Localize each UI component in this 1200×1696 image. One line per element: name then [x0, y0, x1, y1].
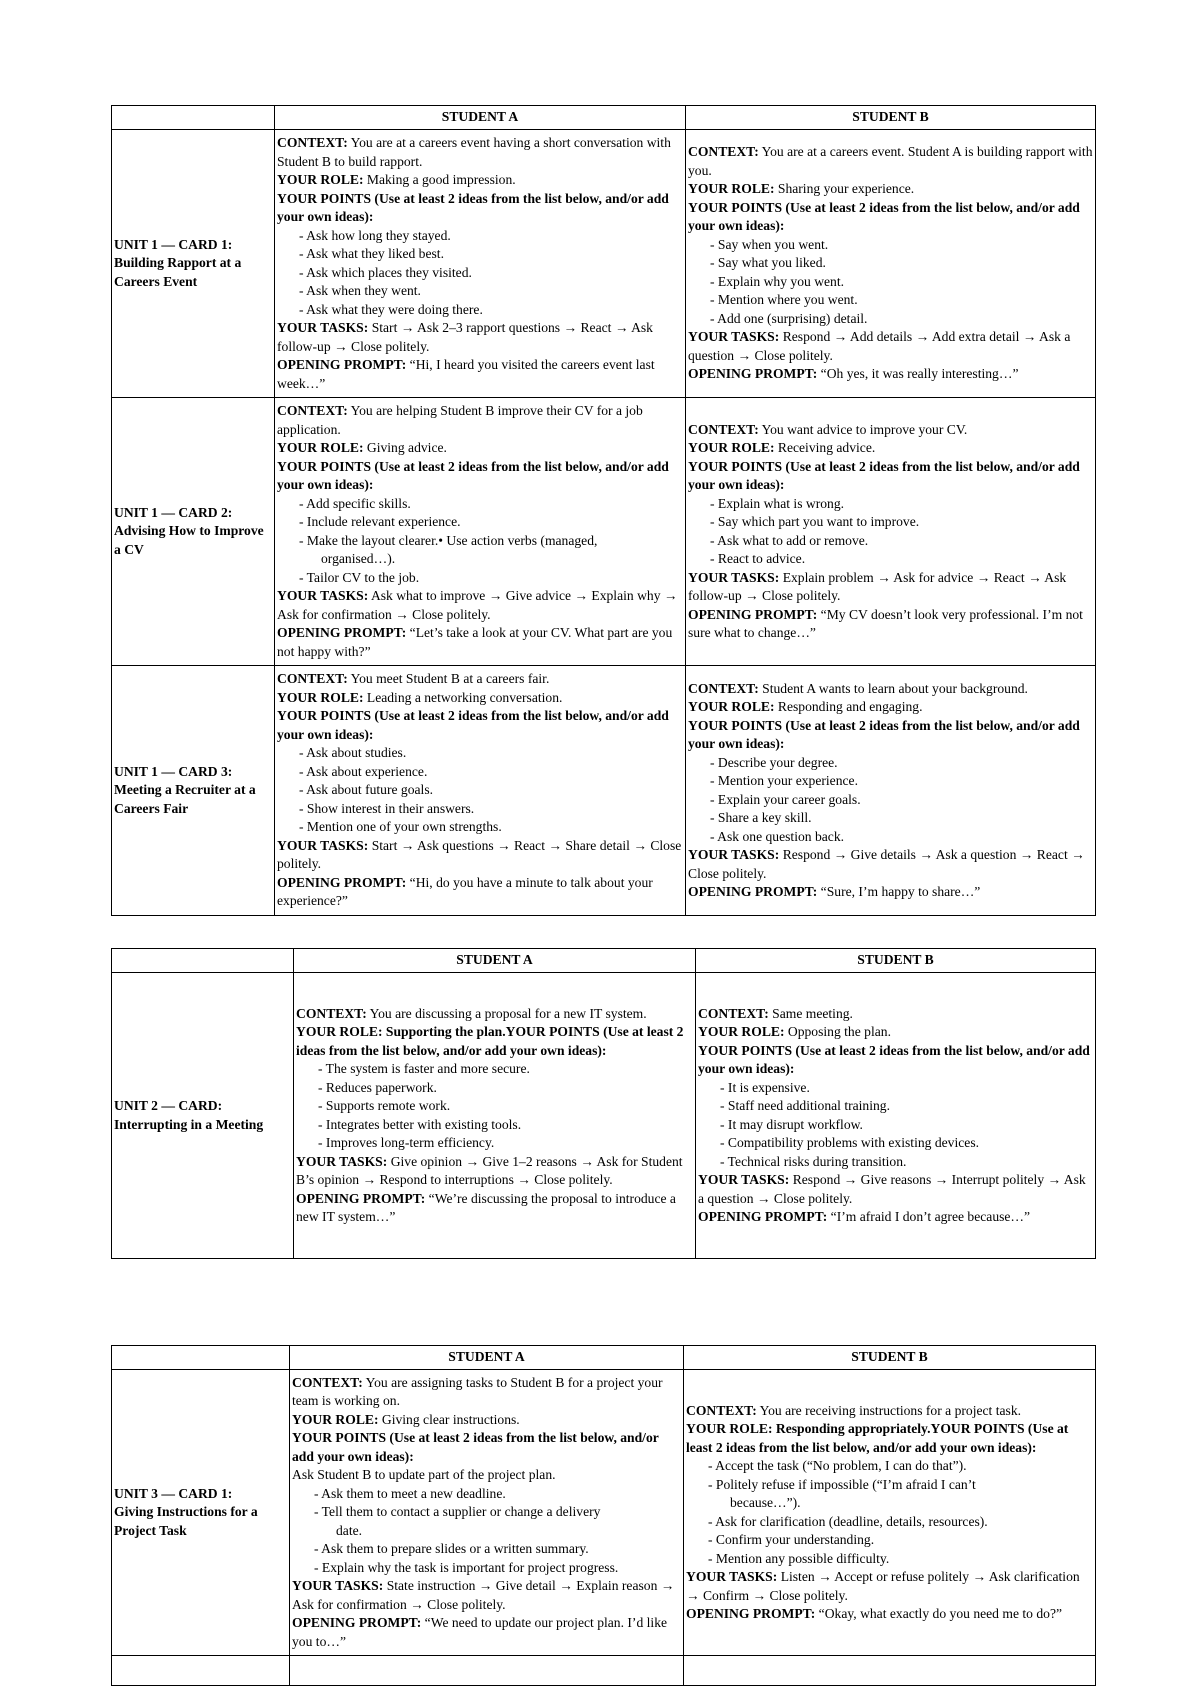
- student-a-cell: [275, 398, 686, 666]
- context-line: CONTEXT: Same meeting.: [698, 1005, 853, 1021]
- context-line: CONTEXT: You are helping Student B improve their CV for a job application.: [277, 403, 643, 437]
- list-item: - Mention one of your own strengths.: [299, 819, 502, 835]
- list-item: - Ask what to add or remove.: [710, 532, 869, 548]
- student-a-cell: [294, 973, 696, 1259]
- points-label: YOUR POINTS (Use at least 2 ideas from the list below, and/or add your own ideas):: [688, 199, 1080, 234]
- unit1-table: [111, 105, 1096, 916]
- card-title-rest: Interrupting in a Meeting: [114, 1116, 264, 1132]
- header-empty: [112, 1346, 290, 1370]
- list-item: - Add one (surprising) detail.: [710, 310, 868, 326]
- header-student-a: STUDENT A: [275, 106, 686, 130]
- role-line: YOUR ROLE: Responding and engaging.: [688, 699, 923, 714]
- role-line: YOUR ROLE: Receiving advice.: [688, 440, 876, 455]
- card-row: [112, 130, 1096, 398]
- list-item: - Ask them to meet a new deadline.: [314, 1485, 506, 1501]
- card-title: [112, 666, 275, 916]
- list-item: - Make the layout clearer.• Use action verbs (managed,: [299, 532, 598, 548]
- list-item: - Ask what they were doing there.: [299, 301, 483, 317]
- card-row: [112, 1370, 1096, 1656]
- list-item: - Accept the task (“No problem, I can do that”).: [708, 1458, 967, 1473]
- tasks-line: YOUR TASKS: Give opinion → Give 1–2 reasons → Ask for Student B’s opinion → Respond to interruptions → Close politely.: [296, 1153, 683, 1187]
- context-line: CONTEXT: You meet Student B at a careers fair.: [277, 671, 550, 687]
- tasks-line: YOUR TASKS: Ask what to improve → Give advice → Explain why → Ask for confirmation → Close politely.: [277, 588, 678, 622]
- list-item: - Politely refuse if impossible (“I’m afraid I can’t: [708, 1476, 976, 1492]
- list-item: - Reduces paperwork.: [318, 1079, 437, 1095]
- tasks-line: YOUR TASKS: Explain problem → Ask for advice → React → Ask follow-up → Close politely.: [688, 569, 1067, 603]
- prompt-line: OPENING PROMPT: “Sure, I’m happy to share…”: [688, 884, 981, 899]
- card-title: [112, 973, 294, 1259]
- header-student-a: STUDENT A: [290, 1346, 684, 1370]
- card-row: [112, 973, 1096, 1259]
- card-title-rest: Giving Instructions for a Project Task: [114, 1504, 258, 1538]
- card-title-rest: Building Rapport at a Careers Event: [114, 255, 242, 289]
- header-row: [112, 106, 1096, 130]
- card-title-line1: UNIT 1 — CARD 3:: [114, 763, 233, 779]
- header-empty: [112, 949, 294, 973]
- student-b-cell: [686, 666, 1096, 916]
- tasks-line: YOUR TASKS: Start → Ask questions → React → Share detail → Close politely.: [277, 837, 682, 872]
- header-empty: [112, 106, 275, 130]
- points-label: YOUR POINTS (Use at least 2 ideas from the list below, and/or add your own ideas):: [277, 458, 669, 492]
- list-item: - Ask about experience.: [299, 763, 428, 779]
- prompt-line: OPENING PROMPT: “We’re discussing the proposal to introduce a new IT system…”: [296, 1190, 676, 1224]
- role-line: YOUR ROLE: Opposing the plan.: [698, 1024, 891, 1039]
- header-student-b: STUDENT B: [686, 106, 1096, 130]
- list-item: - Mention any possible difficulty.: [708, 1550, 890, 1566]
- student-b-cell: [686, 398, 1096, 666]
- context-line: CONTEXT: You are at a careers event. Student A is building rapport with you.: [688, 144, 1093, 178]
- list-item: - Ask when they went.: [299, 283, 421, 298]
- role-line: YOUR ROLE: Sharing your experience.: [688, 181, 915, 197]
- list-item: - The system is faster and more secure.: [318, 1061, 530, 1076]
- role-line: YOUR ROLE: Giving advice.: [277, 440, 447, 455]
- card-title-line1: UNIT 1 — CARD 2:: [114, 504, 233, 520]
- list-item: - React to advice.: [710, 551, 806, 566]
- header-row: [112, 949, 1096, 973]
- list-item: date.: [336, 1522, 363, 1538]
- card-row: [112, 666, 1096, 916]
- tasks-line: YOUR TASKS: Listen → Accept or refuse politely → Ask clarification → Confirm → Close politely.: [686, 1569, 1080, 1603]
- header-student-b: STUDENT B: [696, 949, 1096, 973]
- list-item: - Integrates better with existing tools.: [318, 1116, 522, 1132]
- list-item: - Show interest in their answers.: [299, 800, 475, 816]
- list-item: - Include relevant experience.: [299, 514, 461, 529]
- prompt-line: OPENING PROMPT: “Oh yes, it was really interesting…”: [688, 366, 1019, 382]
- student-a-cell: [290, 1370, 684, 1656]
- card-title-rest: Meeting a Recruiter at a Careers Fair: [114, 782, 256, 816]
- prompt-line: OPENING PROMPT: “Okay, what exactly do you need me to do?”: [686, 1606, 1063, 1621]
- list-item: - Explain what is wrong.: [710, 495, 845, 511]
- tasks-line: YOUR TASKS: Respond → Give details → Ask a question → React → Close politely.: [688, 847, 1085, 881]
- list-item: - Technical risks during transition.: [720, 1153, 907, 1169]
- student-a-cell: [275, 666, 686, 916]
- list-item: - Tailor CV to the job.: [299, 569, 420, 585]
- card-title: [112, 1370, 290, 1656]
- unit2-table: [111, 948, 1096, 1259]
- prompt-line: OPENING PROMPT: “Let’s take a look at your CV. What part are you not happy with?”: [277, 625, 673, 659]
- list-item: - Ask about future goals.: [299, 782, 434, 798]
- list-item: - Share a key skill.: [710, 810, 812, 825]
- lead-line: Ask Student B to update part of the project plan.: [292, 1467, 556, 1483]
- list-item: - Say when you went.: [710, 236, 829, 252]
- tasks-line: YOUR TASKS: State instruction → Give detail → Explain reason → Ask for confirmation → Close politely.: [292, 1578, 675, 1612]
- empty-cell: [112, 1656, 290, 1686]
- points-label: YOUR POINTS (Use at least 2 ideas from the list below, and/or add your own ideas):: [277, 708, 669, 742]
- context-line: CONTEXT: You want advice to improve your CV.: [688, 421, 968, 437]
- list-item: - Mention your experience.: [710, 773, 858, 788]
- list-item: - Ask how long they stayed.: [299, 227, 451, 243]
- tasks-line: YOUR TASKS: Start → Ask 2–3 rapport questions → React → Ask follow-up → Close politely.: [277, 320, 653, 354]
- list-item: - Ask them to prepare slides or a written summary.: [314, 1541, 589, 1557]
- list-item: - Ask which places they visited.: [299, 264, 472, 280]
- card-title-line1: UNIT 2 — CARD:: [114, 1098, 223, 1113]
- list-item: - Ask what they liked best.: [299, 246, 444, 261]
- role-points-line: YOUR ROLE: Supporting the plan.YOUR POINTS (Use at least 2 ideas from the list below, and/or add your own ideas):: [296, 1024, 684, 1058]
- points-label: YOUR POINTS (Use at least 2 ideas from the list below, and/or add your own ideas):: [688, 458, 1080, 492]
- prompt-line: OPENING PROMPT: “Hi, do you have a minute to talk about your experience?”: [277, 874, 653, 909]
- header-row: [112, 1346, 1096, 1370]
- context-line: CONTEXT: You are at a careers event having a short conversation with Student B to build rapport.: [277, 135, 671, 169]
- student-b-cell: [696, 973, 1096, 1259]
- empty-cell: [684, 1656, 1096, 1686]
- list-item: - Ask one question back.: [710, 828, 845, 844]
- card-row: [112, 398, 1096, 666]
- list-item: - Ask about studies.: [299, 745, 407, 761]
- list-item: - Improves long-term efficiency.: [318, 1135, 495, 1150]
- list-item: - Say which part you want to improve.: [710, 514, 920, 529]
- card-title: [112, 398, 275, 666]
- tasks-line: YOUR TASKS: Respond → Give reasons → Interrupt politely → Ask a question → Close politely.: [698, 1172, 1086, 1206]
- points-label: YOUR POINTS (Use at least 2 ideas from the list below, and/or add your own ideas):: [688, 717, 1080, 751]
- role-line: YOUR ROLE: Making a good impression.: [277, 172, 516, 187]
- header-student-b: STUDENT B: [684, 1346, 1096, 1370]
- role-line: YOUR ROLE: Leading a networking conversation.: [277, 689, 563, 705]
- list-item: - Ask for clarification (deadline, details, resources).: [708, 1513, 988, 1529]
- card-title-line1: UNIT 3 — CARD 1:: [114, 1485, 233, 1501]
- context-line: CONTEXT: You are assigning tasks to Student B for a project your team is working on.: [292, 1374, 663, 1409]
- context-line: CONTEXT: You are receiving instructions for a project task.: [686, 1402, 1022, 1418]
- prompt-line: OPENING PROMPT: “We need to update our project plan. I’d like you to…”: [292, 1615, 668, 1649]
- header-student-a: STUDENT A: [294, 949, 696, 973]
- card-title-rest: Advising How to Improve a CV: [114, 523, 264, 557]
- points-label: YOUR POINTS (Use at least 2 ideas from the list below, and/or add your own ideas):: [698, 1042, 1090, 1076]
- role-points-line: YOUR ROLE: Responding appropriately.YOUR POINTS (Use at least 2 ideas from the list below, and/or add your own ideas):: [686, 1421, 1069, 1455]
- prompt-line: OPENING PROMPT: “My CV doesn’t look very professional. I’m not sure what to change…”: [688, 606, 1083, 640]
- empty-cell: [290, 1656, 684, 1686]
- points-label: YOUR POINTS (Use at least 2 ideas from the list below, and/or add your own ideas):: [292, 1430, 659, 1464]
- list-item: - Explain your career goals.: [710, 791, 861, 807]
- unit3-table: [111, 1345, 1096, 1686]
- points-label: YOUR POINTS (Use at least 2 ideas from the list below, and/or add your own ideas):: [277, 190, 669, 224]
- list-item: - Add specific skills.: [299, 495, 411, 511]
- list-item: - It is expensive.: [720, 1079, 810, 1095]
- list-item: - Mention where you went.: [710, 292, 858, 308]
- student-b-cell: [686, 130, 1096, 398]
- student-b-cell: [684, 1370, 1096, 1656]
- list-item: - Tell them to contact a supplier or change a delivery: [314, 1504, 601, 1520]
- card-title-line1: UNIT 1 — CARD 1:: [114, 236, 233, 252]
- list-item: because…”).: [730, 1495, 801, 1510]
- list-item: - It may disrupt workflow.: [720, 1116, 863, 1132]
- list-item: - Supports remote work.: [318, 1098, 451, 1113]
- list-item: organised…).: [321, 551, 396, 566]
- list-item: - Say what you liked.: [710, 255, 826, 271]
- context-line: CONTEXT: Student A wants to learn about your background.: [688, 680, 1028, 696]
- prompt-line: OPENING PROMPT: “Hi, I heard you visited the careers event last week…”: [277, 357, 655, 391]
- continuation-row: [112, 1656, 1096, 1686]
- prompt-line: OPENING PROMPT: “I’m afraid I don’t agree because…”: [698, 1209, 1031, 1224]
- student-a-cell: [275, 130, 686, 398]
- list-item: - Describe your degree.: [710, 754, 838, 770]
- list-item: - Explain why the task is important for project progress.: [314, 1559, 619, 1575]
- list-item: - Confirm your understanding.: [708, 1532, 875, 1547]
- role-line: YOUR ROLE: Giving clear instructions.: [292, 1411, 520, 1427]
- list-item: - Compatibility problems with existing devices.: [720, 1135, 980, 1150]
- card-title: [112, 130, 275, 398]
- list-item: - Explain why you went.: [710, 273, 845, 289]
- tasks-line: YOUR TASKS: Respond → Add details → Add extra detail → Ask a question → Close politely.: [688, 329, 1071, 363]
- list-item: - Staff need additional training.: [720, 1098, 891, 1113]
- context-line: CONTEXT: You are discussing a proposal for a new IT system.: [296, 1005, 647, 1021]
